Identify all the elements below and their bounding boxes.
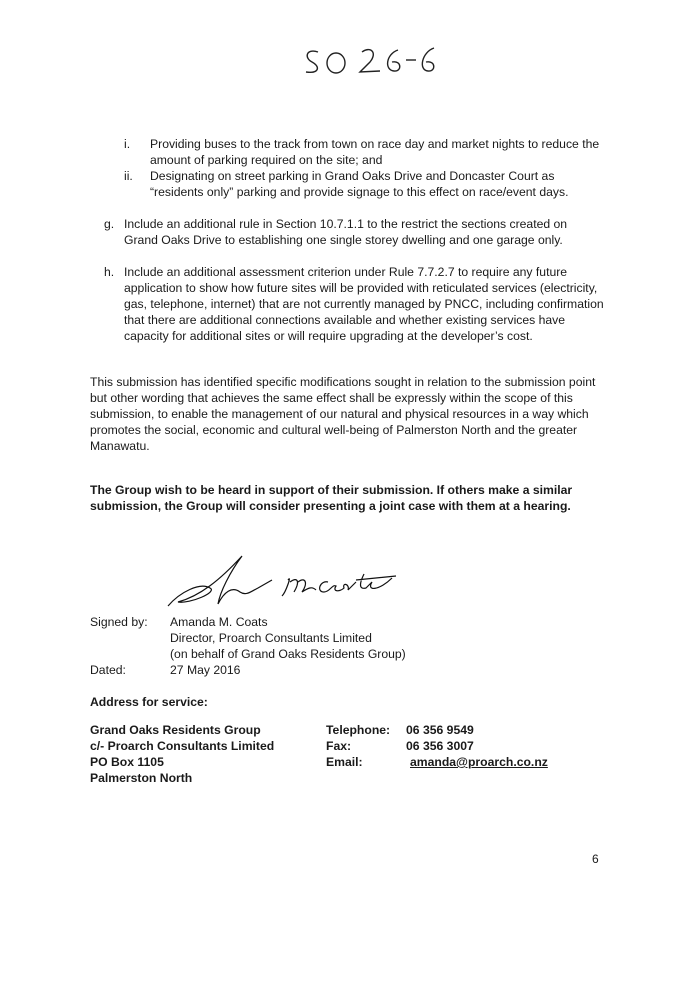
roman-item-text: Designating on street parking in Grand Oaks Drive and Doncaster Court as “residents only” parking and provide signage to this effect on race/event days.: [150, 169, 569, 199]
roman-item-text: Providing buses to the track from town on race day and market nights to reduce the amount of parking required on the site; and: [150, 137, 600, 167]
signer-name: Amanda M. Coats: [170, 615, 268, 629]
email-label: Email:: [326, 755, 363, 769]
fax-value: 06 356 3007: [406, 739, 474, 753]
roman-item-number: ii.: [124, 169, 133, 183]
signature-image: [160, 552, 400, 612]
signer-behalf: (on behalf of Grand Oaks Residents Group): [170, 647, 406, 661]
roman-item-number: i.: [124, 137, 131, 151]
signature-drawing: [160, 552, 400, 612]
handwritten-reference-drawing: [300, 40, 440, 80]
letter-item-text: Include an additional rule in Section 10.7.1.1 to the restrict the sections created on Grand Oaks Drive to establishing one single storey dwelling and one garage only.: [124, 217, 568, 247]
address-line: Grand Oaks Residents Group: [90, 723, 261, 737]
address-line: c/- Proarch Consultants Limited: [90, 739, 275, 753]
signed-date: 27 May 2016: [170, 663, 241, 677]
page-number: 6: [592, 852, 599, 866]
address-line: Palmerston North: [90, 771, 193, 785]
signer-title: Director, Proarch Consultants Limited: [170, 631, 372, 645]
hearing-statement: The Group wish to be heard in support of their submission. If others make a similar submission, the Group will consider presenting a joint case with them at a hearing.: [90, 483, 573, 513]
email-link[interactable]: amanda@proarch.co.nz: [410, 755, 548, 769]
address-heading: Address for service:: [90, 695, 208, 709]
letter-item-number: h.: [104, 265, 115, 279]
letter-item-text: Include an additional assessment criterion under Rule 7.7.2.7 to require any future application to show how future sites will be provided with reticulated services (electricity, gas, telephone, internet) that are not currently managed by PNCC, including confirmation that there are additional connections available and whether existing services have capacity for additional sites or will require upgrading at the developer’s cost.: [124, 265, 604, 343]
scope-paragraph: This submission has identified specific modifications sought in relation to the submission point but other wording that achieves the same effect shall be expressly within the scope of this submission, to enable the management of our natural and physical resources in a way which promotes the social, economic and cultural well-being of Palmerston North and the greater Manawatu.: [90, 375, 596, 453]
address-line: PO Box 1105: [90, 755, 164, 769]
telephone-value: 06 356 9549: [406, 723, 474, 737]
telephone-label: Telephone:: [326, 723, 391, 737]
fax-label: Fax:: [326, 739, 352, 753]
letter-item-number: g.: [104, 217, 115, 231]
handwritten-reference: [300, 40, 440, 80]
dated-label: Dated:: [90, 663, 126, 677]
signed-by-label: Signed by:: [90, 615, 148, 629]
